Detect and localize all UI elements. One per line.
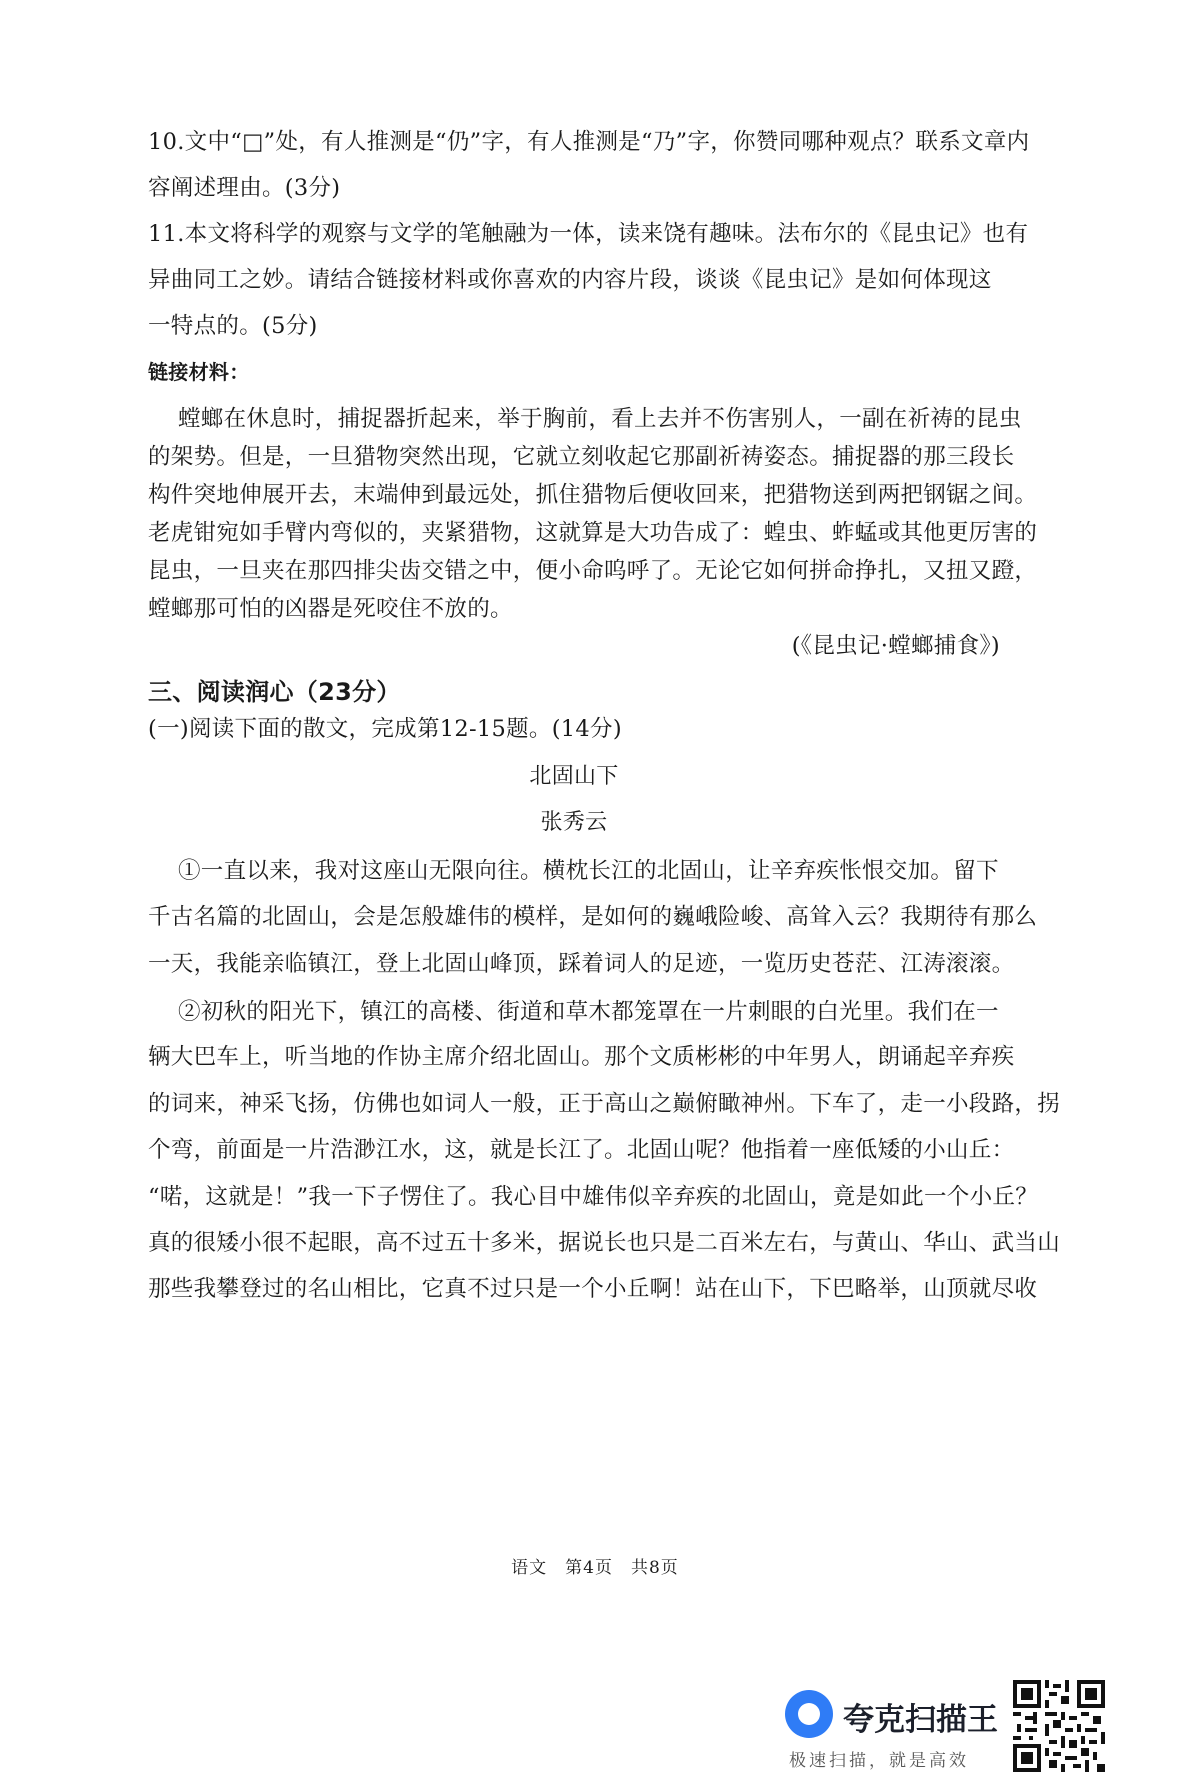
paragraph-1-line: 一天，我能亲临镇江，登上北固山峰顶，踩着词人的足迹，一览历史苍茫、江涛滚滚。 xyxy=(148,951,1015,977)
qr-code-icon xyxy=(1013,1680,1105,1772)
paragraph-2-line: 辆大巴车上，听当地的作协主席介绍北固山。那个文质彬彬的中年男人，朗诵起辛弃疾 xyxy=(148,1044,1015,1070)
question-10-line-1: 10.文中“□”处，有人推测是“仍”字，有人推测是“乃”字，你赞同哪种观点？联系文章内 xyxy=(148,129,1030,155)
link-material-line: 的架势。但是，一旦猎物突然出现，它就立刻收起它那副祈祷姿态。捕捉器的那三段长 xyxy=(148,444,1015,470)
question-11-line-1: 11.本文将科学的观察与文学的笔触融为一体，读来饶有趣味。法布尔的《昆虫记》也有 xyxy=(148,221,1029,247)
paragraph-2-line: 那些我攀登过的名山相比，它真不过只是一个小丘啊！站在山下，下巴略举，山顶就尽收 xyxy=(148,1276,1038,1302)
paragraph-2-line: ②初秋的阳光下，镇江的高楼、街道和草木都笼罩在一片刺眼的白光里。我们在一 xyxy=(178,999,999,1025)
paragraph-2-line: 个弯，前面是一片浩渺江水，这，就是长江了。北固山呢？他指着一座低矮的小山丘： xyxy=(148,1137,1015,1163)
scanner-watermark xyxy=(785,1690,1005,1770)
article-author: 张秀云 xyxy=(540,810,608,835)
question-11-line-3: 一特点的。(5分) xyxy=(148,313,318,339)
link-material-line: 螳螂那可怕的凶器是死咬住不放的。 xyxy=(148,596,513,622)
paragraph-1-line: ①一直以来，我对这座山无限向往。横枕长江的北固山，让辛弃疾怅恨交加。留下 xyxy=(178,858,999,884)
brand-slogan: 极速扫描，就是高效 xyxy=(789,1751,969,1771)
section-3-title: 三、阅读润心（23分） xyxy=(148,678,401,706)
article-title: 北固山下 xyxy=(529,764,619,789)
section-3-part-1-intro: (一)阅读下面的散文，完成第12-15题。(14分) xyxy=(148,716,622,742)
question-10-line-2: 容阐述理由。(3分) xyxy=(148,175,341,201)
brand-name: 夸克扫描王 xyxy=(843,1702,998,1738)
link-material-source: (《昆虫记·螳螂捕食》) xyxy=(791,633,1000,659)
link-material-line: 昆虫，一旦夹在那四排尖齿交错之中，便小命呜呼了。无论它如何拼命挣扎，又扭又蹬， xyxy=(148,558,1038,584)
paragraph-2-line: 的词来，神采飞扬，仿佛也如词人一般，正于高山之巅俯瞰神州。下车了，走一小段路，拐 xyxy=(148,1091,1061,1117)
page-footer: 语文 第4页 共8页 xyxy=(511,1558,679,1578)
paragraph-2-line: “喏，这就是！”我一下子愣住了。我心目中雄伟似辛弃疾的北固山，竟是如此一个小丘？ xyxy=(148,1184,1039,1210)
link-material-label: 链接材料： xyxy=(148,360,250,384)
link-material-line: 老虎钳宛如手臂内弯似的，夹紧猎物，这就算是大功告成了：蝗虫、蚱蜢或其他更厉害的 xyxy=(148,520,1038,546)
paragraph-2-line: 真的很矮小很不起眼，高不过五十多米，据说长也只是二百米左右，与黄山、华山、武当山 xyxy=(148,1230,1061,1256)
question-11-line-2: 异曲同工之妙。请结合链接材料或你喜欢的内容片段，谈谈《昆虫记》是如何体现这 xyxy=(148,267,992,293)
link-material-line: 螳螂在休息时，捕捉器折起来，举于胸前，看上去并不伤害别人，一副在祈祷的昆虫 xyxy=(178,406,1022,432)
paragraph-1-line: 千古名篇的北固山，会是怎般雄伟的模样，是如何的巍峨险峻、高耸入云？我期待有那么 xyxy=(148,904,1038,930)
link-material-line: 构件突地伸展开去，末端伸到最远处，抓住猎物后便收回来，把猎物送到两把钢锯之间。 xyxy=(148,482,1038,508)
quark-logo-icon xyxy=(785,1690,833,1738)
